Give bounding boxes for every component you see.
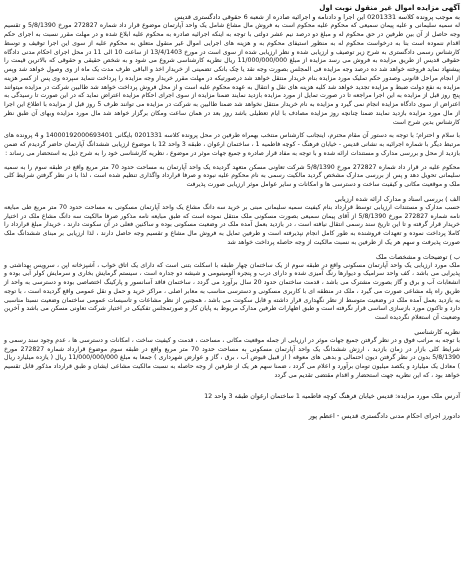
notice-paragraph-opinion: با توجه به مراتب فوق و در نظر گرفتن جمیع جهات موثر در ارزیابی از جمله موقعیت مکانی ، مساحت ، قدمت و کیفیت ساخت ، امکانات و دسترسی ها ، عدم وجود سند رسمی و شرایط کلی بازار در زمان بازدید ، ارزش ششدانگ یک واحد آپارتمان مسکونی به مساحت حدود 70 متر مربع واقع در طبقه سوم موضوع قرارداد شماره 272827 مورخ 5/8/1390 بدون در نظر گرفتن دیون احتمالی و بدهی های معوقه ( از قبیل قبوض آب ، برق ، گاز و عوارض شهرداری ) جمعا به مبلغ 11/000/000/000 ریال ( یازده میلیارد ریال ) معادل یک میلیارد و یکصد میلیون تومان برآورد و اعلام می گردد ، ضمنا سهم هر یک از طرفین از وجه حاصله به نسبت مالکیت مشاعی ایشان و طبق قرارداد مذکور قابل تقسیم خواهد بود ، که این نظریه جهت استحضار و اقدام مقتضی تقدیم می گردد <box>4 336 460 379</box>
spacer <box>4 381 460 392</box>
section-heading-opinion: نظریه کارشناسی <box>414 327 460 336</box>
notice-paragraph-description: ملک مورد ارزیابی یک واحد آپارتمان مسکونی واقع در طبقه سوم از یک ساختمان چهار طبقه با اسکلت بتنی است که دارای یک اتاق خواب ، آشپزخانه اپن ، سرویس بهداشتی و پذیرایی می باشد ، کف واحد سرامیک و دیوارها رنگ آمیزی شده و دارای درب و پنجره آلومینیومی و شیشه دو جداره است ، سیستم گرمایش بخاری و سرمایش کولر آبی بوده و انشعابات آب و برق و گاز بصورت مشترک می باشد ، قدمت ساختمان حدود 20 سال برآورد می گردد ، ساختمان فاقد آسانسور و پارکینگ اختصاصی بوده و دسترسی به واحد از طریق راه پله مشاعی صورت می گیرد ، ملک در منطقه ای با کاربری مسکونی و دسترسی مناسب به معابر اصلی ، مراکز خرید و حمل و نقل عمومی واقع گردیده است ، با توجه به بازدید بعمل آمده ملک در وضعیت متوسط از نظر نگهداری قرار داشته و قابل سکونت می باشد ، همچنین از نظر مشاعات و تاسیسات عمومی ساختمان وضعیت نسبتا مناسبی دارد و تاکنون مورد بازسازی اساسی قرار نگرفته است و طبق اظهارات طرفین مدارک مربوط به پایان کار و صورتمجلس تفکیکی در اختیار شرکت تعاونی مسکن می باشد و آخرین وضعیت آن استعلام نگردیده است <box>4 261 461 322</box>
notice-paragraph-documents: حسب مدارک و مستندات ارزیابی توسط قرارداد بنام کیفیت سمیه سلیمانی مبنی بر خرید سه دانگ مشاع یک واحد آپارتمان مسکونی به مساحت حدود 70 متر مربع طی مبایعه نامه شماره 272827 مورخ 5/8/1390 از آقای پیمان سمیعی بصورت مسکونی ملک منتقل نموده است که طبق مبایعه نامه مذکور صرفا مالکیت سه دانگ مشاع ملک در اختیار خریدار قرار گرفته و تا این تاریخ سند رسمی انتقال نیافته است ، در بازدید بعمل آمده ملک در وضعیت مسکونی بوده و ساکنین فعلی در آن سکونت دارند ، خریدار مبلغ قرارداد را کاملا پرداخت نموده و تعهدات فروشنده به طور کامل انجام نپذیرفته است و طرفین تمایل به فروش مال مشاع و تقسیم وجه حاصل دارند ، لذا ارزیابی بر مبنای ششدانگ ملک صورت پذیرفت و سهم هر یک از طرفین به نسبت مالکیت از وجه حاصله پرداخت خواهد شد <box>4 203 460 246</box>
notice-paragraph-greeting: با سلام و احترام؛ با توجه به دستور آن مقام محترم، اینجانب کارشناس منتخب بهمراه طرفین در محل پرونده کلاسه 0201331 بایگانی 14000192000693401 و 4 پرونده های مرتبط دیگر با شماره اجرائیه به نشانی قدیس - خیابان فرهنگ - کوچه فاطمیه 1 ، ساختمان ارغوان ، طبقه 3 واحد 12 با موضوع ارزیابی ششدانگ آپارتمان حاضر گردیدم که ضمن بازدید از محل و بررسی مدارک و مستندات ارائه شده و با توجه به مفاد قرار صادره و جمیع جهات موثر در موضوع ، نظریه کارشناسی خود را به شرح ذیل به استحضار می رساند : <box>4 132 461 157</box>
section-heading-documents: الف ) بررسی اسناد و مدارک ارائه شده ارزیابی <box>334 194 460 203</box>
notice-paragraph-main: له سمیه سلیمانی و علیه پیمان سمیعی که محکوم علیه محکوم است به فروش مال مشاع شامل یک واحد آپارتمان موضوع قرار داد شماره 272827 مورخ 5/8/1390 و تقسیم وجه حاصل از آن بین طرفین در حق محکوم له و مبلغ دو درصد نیم عشر دولتی با توجه به اینکه اجرائیه صادره به محکوم علیه ابلاغ شده و در مهلت مقرر نسبت به اجرای حکم اقدام ننموده است بنا به درخواست محکوم له به منظور استیفای محکوم به و هزینه های اجرایی اموال غیر منقول متعلق به محکوم علیه از سوی این اجرا توقیف و توسط کارشناس رسمی دادگستری به شرح زیر توصیف و ارزیابی شده و نظر ارزیابی شده از سوی است در مورخ 13/4/1403 از ساعت 10 الی 11 در محل اجرای احکام مدنی دادگاه حقوقی قدیس از طریق مزایده به فروش می رسد مزایده از مبلغ 11/000/000/000 ریال نظریه کارشناسی شروع می شود و به شخص حقیقی و حقوقی که بالاترین قیمت را پیشنهاد نماید فروخته خواهد شد ده درصد وجه مزایده فی المجلس بصورت وجه نقد یا چک بانکی تضمینی از خریدار اخذ و الباقی ظرف مدت یک ماه از وی وصول خواهد شد وپس از انجام مراحل قانونی وصدور حکم تملیک مورد مزایده بنام خریدار منتقل خواهد شد درصورتیکه در مهلت مقرر خریدار وجه مزایده را پرداخت ننماید سپرده وی پس از کسر هزینه مزایده به نفع دولت ضبط و مزایده تجدید خواهد شد کلیه هزینه های نقل و انتقال به عهده محکوم علیه است و از محل فروش پرداخت خواهد شد طالبین شرکت در مزایده میتوانند پنج روز قبل از مزایده به این اجرا مراجعه تا در صورت تمایل از مورد مزایده بازدید نمایند ضمنا مزایده از سوی اجرای احکام مزایده اعتراض نماید که در این صورت تا رسیدگی به اعتراض از سوی دادگاه مزایده انجام نمی گیرد و مزایده به نام خریدار منتقل نخواهد شد ضمنا طالبین به شرکت در مزایده می توانند ظرف 5 روز قبل از مزایده با اطلاع این اجرا از مال مورد مزایده بازدید نمایند ضمنا چنانچه روز مزایده مصادف با ایام تعطیلی باشد روز بعد در همان ساعت ومکان برگزار خواهد شد مال مورد مزایده وبهای آن طبق نظر کارشناس بدین شرح است <box>4 22 460 126</box>
notice-title: آگهی مزایده اموال غیر منقول نوبت اول <box>319 3 460 12</box>
spacer <box>4 401 460 412</box>
section-heading-description: ب ) توضیحات و مشخصات ملک <box>375 252 460 261</box>
property-address: آدرس ملک مورد مزایده: قدیس خیابان فرهنگ کوچه فاطمیه 1 ساختمان ارغوان طبقه 3 واحد 12 <box>204 391 460 400</box>
notice-intro: به موجب پرونده کلاسه 0201331 این اجرا و دادنامه و اجرائیه صادره از شعبه 6 حقوقی دادگستری قدیس <box>174 13 460 21</box>
notice-paragraph-contract: محکوم علیه در قرار داد شماره 272827 مورخ 5/8/1390 شرکت تعاونی مسکن متعهد گردیده یک واحد آپارتمان به مساحت حدود 70 متر مربع واقع در طبقه سوم را به سمیه سلیمانی تحویل دهد و پس از بررسی مدارک مشخص گردید مالکیت رسمی به نام محکوم علیه نبوده و صرفا قرارداد واگذاری تنظیم شده است ، لذا با در نظر گرفتن شرایط کلی ملک و موقعیت مکانی و کیفیت ساخت و دسترسی ها و امکانات و سایر عوامل موثر ارزیابی صورت پذیرفت <box>4 163 460 189</box>
notice-signature: دادورز اجرای احکام مدنی دادگستری قدیس - اعظم پور <box>308 411 460 420</box>
